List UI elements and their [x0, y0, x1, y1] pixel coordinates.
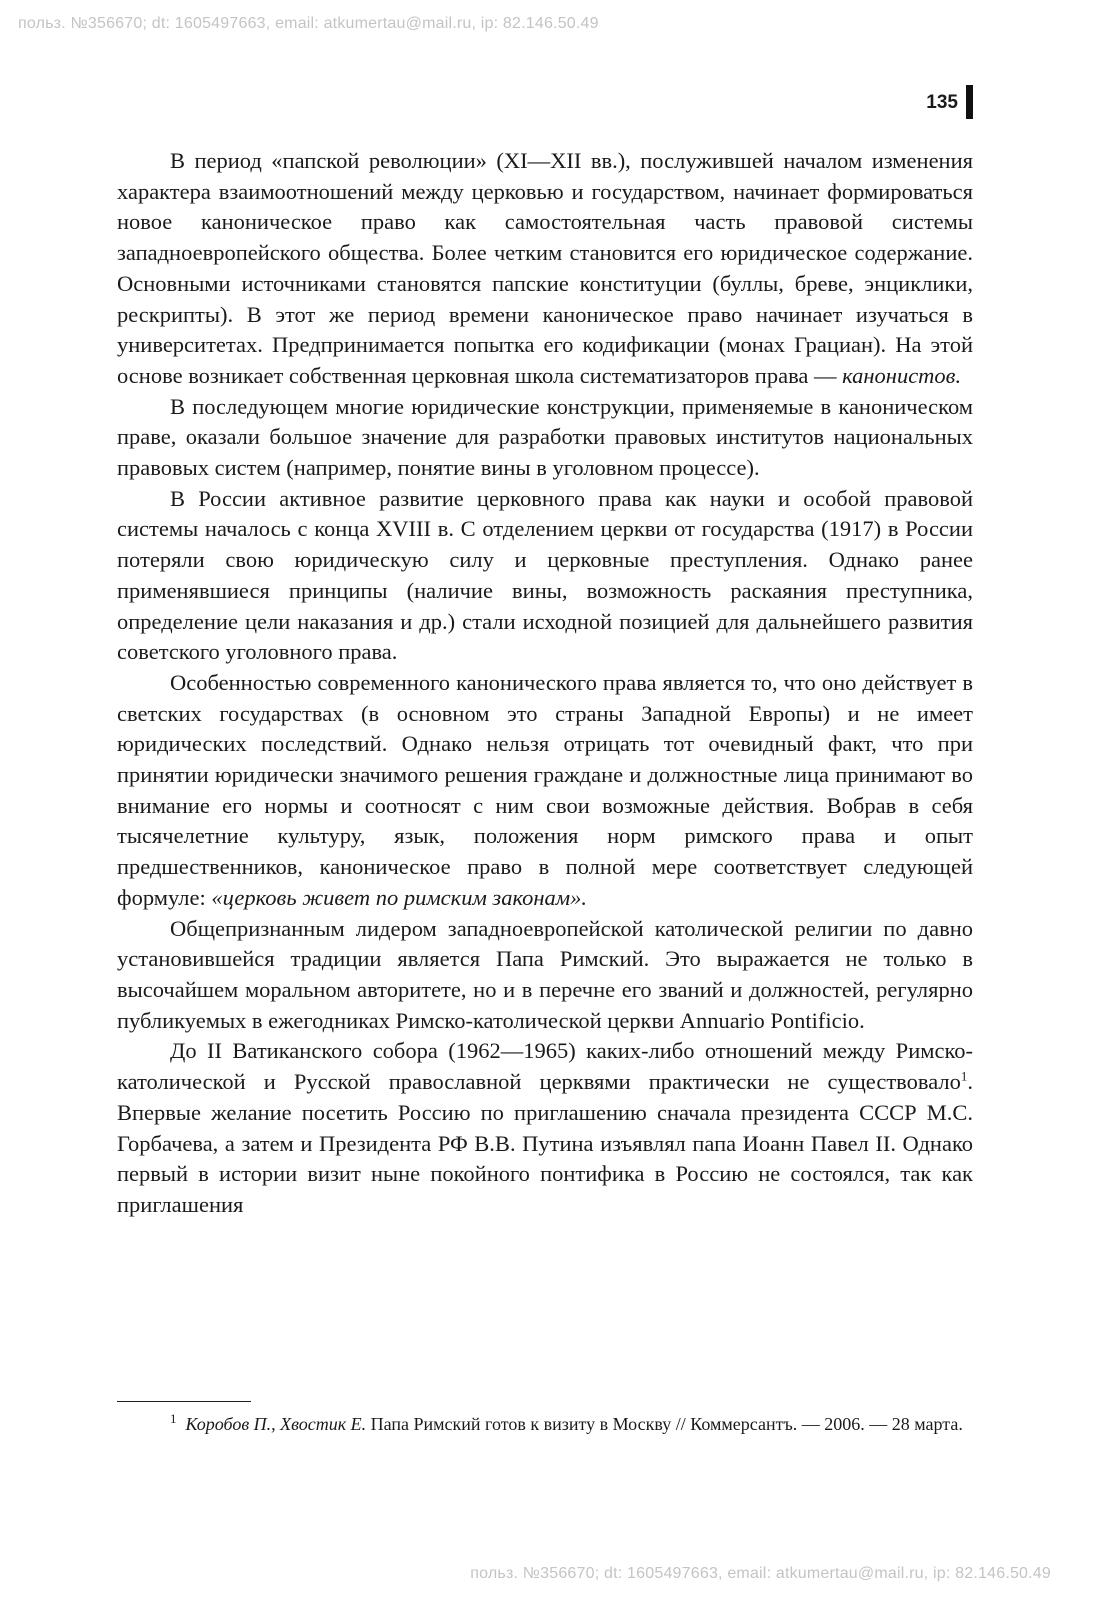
paragraph-4 — [117, 668, 973, 914]
paragraph-2-text: В последующем многие юридические конструкции, применяемые в каноническом праве, оказали большое значение для разработки правовых институтов национальных правовых систем (например, понятие вины в уголовном процессе). — [117, 393, 973, 481]
paragraph-4-emphasis: «церковь живет по римским законам». — [211, 884, 588, 910]
paragraph-2 — [117, 392, 973, 484]
watermark-top: польз. №356670; dt: 1605497663, email: atkumertau@mail.ru, ip: 82.146.50.49 — [18, 15, 599, 32]
watermark-bottom: польз. №356670; dt: 1605497663, email: atkumertau@mail.ru, ip: 82.146.50.49 — [470, 1565, 1051, 1582]
paragraph-5 — [117, 914, 973, 1037]
footnote-marker: 1 — [170, 1411, 177, 1426]
page-number: 135 — [926, 92, 958, 113]
paragraph-6 — [117, 1036, 973, 1220]
paragraph-3-text: В России активное развитие церковного права как науки и особой правовой системы началось с конца XVIII в. С отделением церкви от государства (1917) в России потеряли свою юридическую силу и церковные преступления. Однако ранее применявшиеся принципы (наличие вины, возможность раскаяния преступника, определение цели наказания и др.) стали исходной позицией для дальнейшего развития советского уголовного права. — [117, 485, 973, 665]
page-number-bar — [966, 85, 973, 119]
paragraph-5-text: Общепризнанным лидером западноевропейской католической религии по давно установившейся традиции является Папа Римский. Это выражается не только в высочайшем моральном авторитете, но и в перечне его званий и должностей, регулярно публикуемых в ежегодниках Римско-католической церкви Annuario Pontificio. — [117, 915, 973, 1033]
paragraph-6-text-after: . Впервые желание посетить Россию по приглашению сначала президента СССР М.С. Горбачева, а затем и Президента РФ В.В. Путина изъявлял папа Иоанн Павел II. Однако первый в истории визит ныне покойного понтифика в Россию не состоялся, так как приглашения — [117, 1069, 973, 1217]
paragraph-1-text: В период «папской революции» (XI—XII вв.), послужившей началом изменения характера взаимоотношений между церковью и государством, начинает формироваться новое каноническое право как самостоятельная часть правовой системы западноевропейского общества. Более четким становится его юридическое содержание. Основными источниками становятся папские конституции (буллы, бреве, энциклики, рескрипты). В этот же период времени каноническое право начинает изучаться в университетах. Предпринимается попытка его кодификации (монах Грациан). На этой основе возникает собственная церковная школа систематизаторов права — — [117, 148, 973, 388]
paragraph-1 — [117, 146, 973, 392]
footnote-text: Папа Римский готов к визиту в Москву // Коммерсантъ. — 2006. — 28 марта. — [370, 1414, 963, 1434]
footnote-reference: 1 — [960, 1068, 968, 1084]
paragraph-4-text: Особенностью современного канонического права является то, что оно действует в светских государствах (в основном это страны Западной Европы) и не имеет юридических последствий. Однако нельзя отрицать тот очевидный факт, что при принятии юридически значимого решения граждане и должностные лица принимают во внимание его нормы и соотносят с ним свои возможные действия. Вобрав в себя тысячелетние культуру, язык, положения норм римского права и опыт предшественников, каноническое право в полной мере соответствует следующей формуле: — [117, 669, 973, 910]
paragraph-6-text-before: До II Ватиканского собора (1962—1965) каких-либо отношений между Римско-католической и Русской православной церквями практически не существовало — [117, 1038, 973, 1095]
footnote-divider — [117, 1401, 251, 1402]
footnote-1 — [117, 1410, 973, 1438]
paragraph-3 — [117, 484, 973, 668]
footnote-authors: Коробов П., Хвостик Е. — [185, 1414, 367, 1434]
paragraph-1-emphasis: канонистов. — [842, 362, 962, 388]
body-text — [117, 146, 973, 1221]
footnote — [117, 1410, 973, 1438]
